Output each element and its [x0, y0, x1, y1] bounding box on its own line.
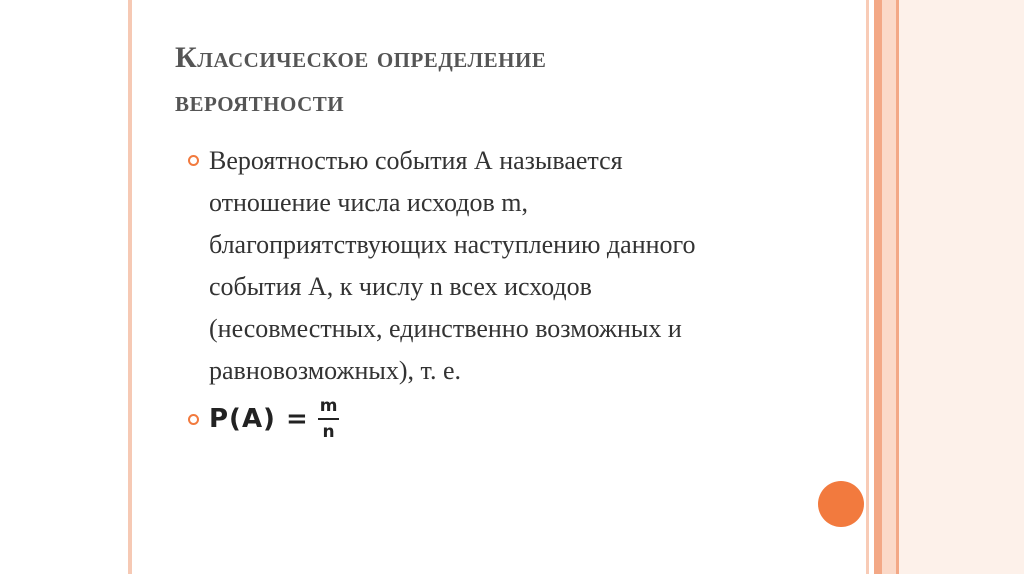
fraction-denominator: n: [322, 422, 335, 442]
right-decor-stripe: [866, 0, 869, 574]
left-decor-line: [128, 0, 132, 574]
title-line-1: Классическое определение: [175, 41, 547, 74]
right-decor-stripe: [874, 0, 882, 574]
definition-line: (несовместных, единственно возможных и: [209, 314, 682, 343]
formula-equals: =: [285, 404, 308, 434]
title-line-2: вероятности: [175, 85, 345, 118]
definition-bullet: [188, 140, 809, 392]
definition-line: благоприятствующих наступлению данного: [209, 230, 696, 259]
definition-line: равновозможных), т. е.: [209, 356, 461, 385]
formula-bullet: [188, 396, 339, 442]
probability-formula: [209, 396, 339, 442]
circle-bullet-icon: [188, 414, 199, 425]
definition-text: [209, 140, 809, 392]
right-decor-stripe: [882, 0, 896, 574]
orange-circle-decor: [818, 481, 864, 527]
circle-bullet-icon: [188, 155, 199, 166]
definition-line: Вероятностью события А называется: [209, 146, 623, 175]
formula-fraction: [318, 396, 340, 442]
definition-line: события А, к числу n всех исходов: [209, 272, 592, 301]
slide-title: [175, 36, 835, 124]
formula-lhs: P(A): [209, 404, 276, 434]
fraction-numerator: m: [318, 396, 340, 420]
right-decor-panel: [899, 0, 1024, 574]
definition-line: отношение числа исходов m,: [209, 188, 529, 217]
